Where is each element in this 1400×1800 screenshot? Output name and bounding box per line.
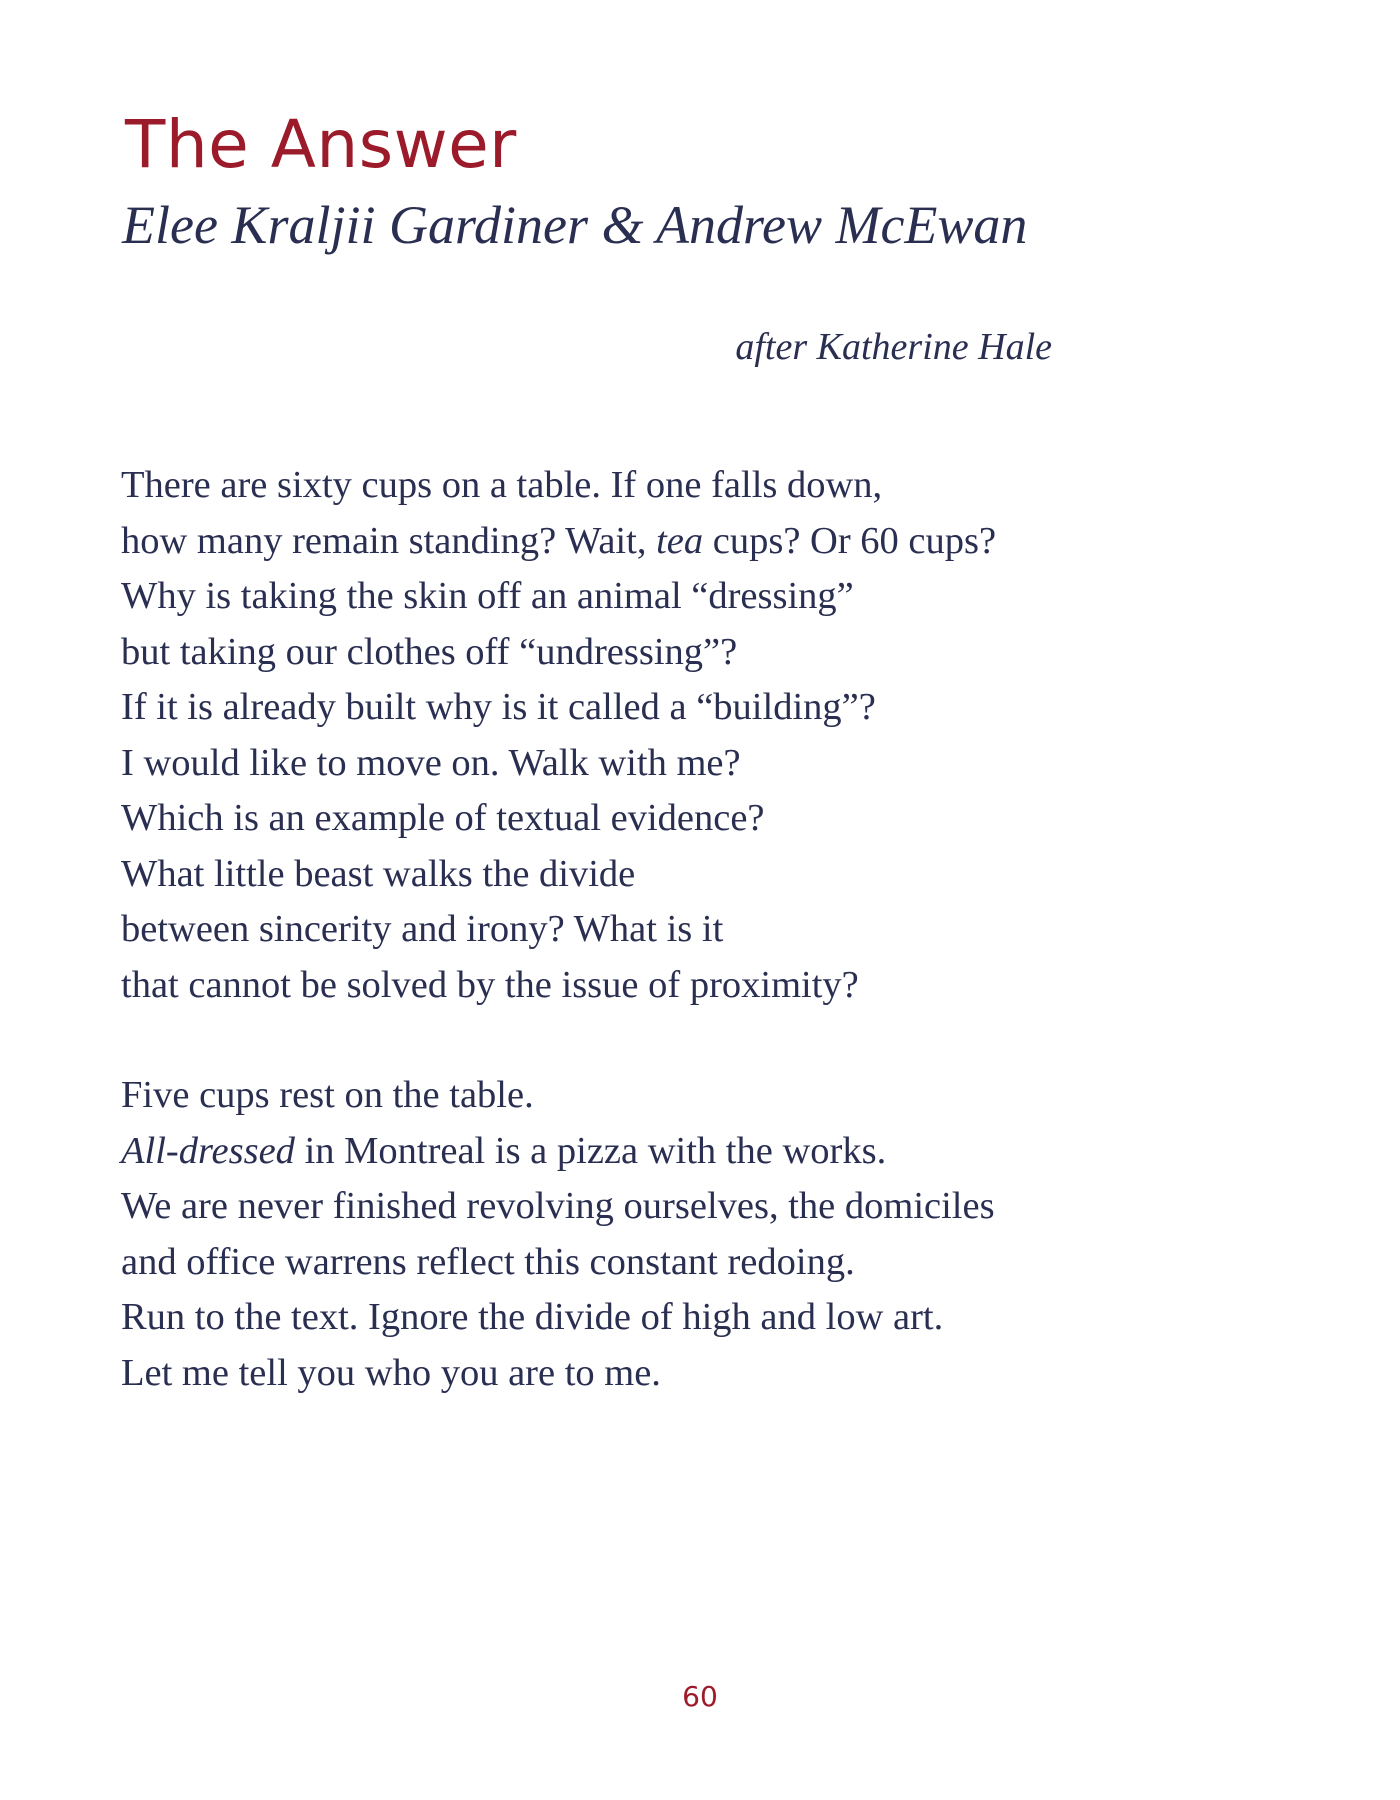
poem-line: between sincerity and irony? What is it (121, 908, 724, 950)
poem-line: All-dressed in Montreal is a pizza with the works. (121, 1129, 887, 1172)
stanza-2 (121, 1068, 995, 1401)
italic-word: All-dressed (121, 1129, 295, 1172)
poem-line: and office warrens reflect this constant redoing. (121, 1240, 855, 1283)
poem-line: that cannot be solved by the issue of proximity? (121, 963, 859, 1006)
poem-line: What little beast walks the divide (121, 852, 636, 895)
poem-line: I would like to move on. Walk with me? (121, 741, 741, 784)
poem-line: There are sixty cups on a table. If one falls down, (121, 464, 883, 506)
poem-line: Run to the text. Ignore the divide of high and low art. (121, 1296, 944, 1338)
poem-line: but taking our clothes off “undressing”? (121, 630, 738, 673)
poem-dedication: after Katherine Hale (735, 326, 1052, 368)
poem-line: how many remain standing? Wait, tea cups? Or 60 cups? (121, 519, 997, 562)
italic-word: tea (656, 519, 704, 562)
poem-line: We are never finished revolving ourselves, the domiciles (121, 1185, 995, 1227)
poem-line: Which is an example of textual evidence? (121, 797, 765, 839)
poem-line: Five cups rest on the table. (121, 1074, 534, 1116)
poem-authors: Elee Kraljii Gardiner & Andrew McEwan (122, 195, 1028, 255)
stanza-1 (121, 458, 996, 1013)
poem-line: Why is taking the skin off an animal “dressing” (121, 575, 854, 617)
page-number: 60 (682, 1680, 718, 1713)
poem-line: Let me tell you who you are to me. (121, 1351, 661, 1394)
poem-title: The Answer (125, 106, 517, 183)
poem-line: If it is already built why is it called a “building”? (121, 686, 876, 728)
